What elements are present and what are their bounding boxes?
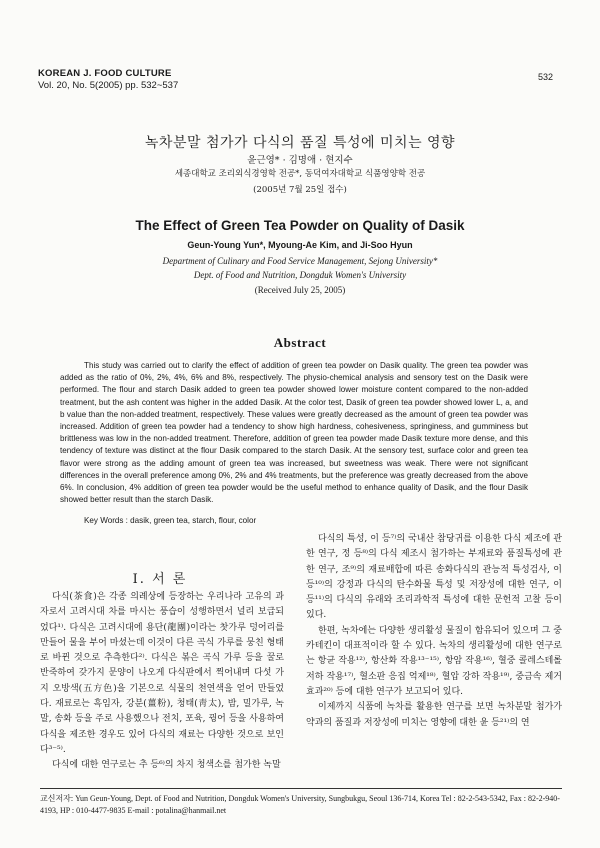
- paragraph: 한편, 녹차에는 다양한 생리활성 물질이 함유되어 있으며 그 중 카테킨이 대표적이라 할 수 있다. 녹차의 생리활성에 대한 연구로는 항균 작용¹²⁾, 항산화 작용¹³⁻¹⁵⁾, 항암 작용¹⁶⁾, 혈중 콜레스테롤 저하 작용¹⁷⁾, 혈소판 응집 억제¹⁸⁾, 혈압 강하 작용¹⁹⁾, 중금속 제거 효과²⁰⁾ 등에 대한 연구가 보고되어 있다.: [306, 625, 562, 697]
- keywords: Key Words : dasik, green tea, starch, flour, color: [84, 516, 257, 525]
- english-affiliation-2: Dept. of Food and Nutrition, Dongduk Women's University: [193, 270, 407, 280]
- korean-affiliation: 세종대학교 조리외식경영학 전공*, 동덕여자대학교 식품영양학 전공: [174, 169, 426, 179]
- journal-name: KOREAN J. FOOD CULTURE: [38, 68, 172, 79]
- paragraph: 다식에 대한 연구로는 추 등⁶⁾의 차지 청색소를 첨가한 녹말: [52, 760, 281, 771]
- body-column-left: [40, 590, 284, 774]
- english-affiliation-1: Department of Culinary and Food Service Management, Sejong University*: [162, 256, 438, 266]
- paragraph: 다식(茶食)은 각종 의례상에 등장하는 우리나라 고유의 과자로서 고려시대 차를 마시는 풍습이 성행하면서 널리 보급되었다¹⁾. 다식은 고려시대에 용단(龍團)이라는 찻가루 덩어리를 만들어 물을 부어 마셨는데 이것이 다른 곡식 가루를 뭉친 형태로 바뀐 것으로 추측한다²⁾. 다식은 볶은 곡식 가루 등을 꿀로 반죽하여 갖가지 문양이 나오게 다식판에서 찍어내며 다섯 가지 오방색(五方色)을 기본으로 식물의 천연색을 얻어 만들었다. 재료로는 흑임자, 강분(薑粉), 청태(靑太), 밤, 밀가루, 녹말, 송화 등을 주로 사용했으나 전치, 포육, 꿩어 등을 사용하여 다식을 제조한 경우도 있어 다식의 재료는 다양한 것으로 보인다³⁻⁵⁾.: [40, 592, 284, 755]
- english-title: The Effect of Green Tea Powder on Quality of Dasik: [135, 218, 465, 233]
- body-column-right: [306, 532, 562, 731]
- english-received-date: (Received July 25, 2005): [254, 285, 346, 295]
- english-authors: Geun-Young Yun*, Myoung-Ae Kim, and Ji-Soo Hyun: [187, 240, 413, 250]
- page-number: 532: [538, 72, 554, 82]
- korean-received-date: (2005년 7월 25일 접수): [253, 185, 347, 195]
- section-heading-introduction: I. 서 론: [132, 572, 188, 587]
- korean-authors: 윤근영* · 김명애 · 현지수: [247, 155, 353, 166]
- paragraph: 다식의 특성, 이 등⁷⁾의 국내산 참당귀를 이용한 다식 제조에 관한 연구, 정 등⁸⁾의 다식 제조시 첨가하는 부재료와 품질특성에 관한 연구, 조⁹⁾의 재료배합에 따른 송화다식의 관능적 특성검사, 이 등¹⁰⁾의 강정과 다식의 탄수화물 특성 및 저장성에 대한 연구, 이 등¹¹⁾의 다식의 유래와 조리과학적 특성에 대한 문헌적 고찰 등이 있다.: [306, 534, 562, 621]
- footnote-divider: [40, 788, 562, 789]
- abstract-heading: Abstract: [273, 335, 327, 350]
- corresponding-author-footnote: 교신저자: Yun Geun-Young, Dept. of Food and Nutrition, Dongduk Women's University, Sungbukgu, Seoul 136-714, Korea Tel : 82-2-543-5342, Fax : 82-2-940-4193, HP : 010-4477-9835 E-mail : potalina@hanmail.net: [40, 794, 560, 815]
- volume-info: Vol. 20, No. 5(2005) pp. 532~537: [38, 80, 179, 91]
- korean-title: 녹차분말 첨가가 다식의 품질 특성에 미치는 영향: [144, 135, 456, 151]
- paragraph: 이제까지 식품에 녹차를 활용한 연구를 보면 녹차분말 첨가가 약과의 품질과 저장성에 미치는 영향에 대한 윤 등²¹⁾의 연: [306, 702, 562, 728]
- abstract-text: This study was carried out to clarify the effect of addition of green tea powder on Dasik quality. The green tea powder was added as the ratio of 0%, 2%, 4%, 6% and 8%, respectively. The physio-chemical analysis and sensory test on the Dasik were performed. The flour and starch Dasik added to green tea powder showed lower moisture content compared to the non-added treatment, but the ash content was higher in the added Dasik. At the color test, Dasik of green tea powder showed lower L, a, and b value than the non-added treatment, respectively. These values were greatly decreased as the amount of green tea powder was increased. Addition of green tea powder had a tendency to show high hardness, cohesiveness, springiness, and gumminess but brittleness was low in the non-added treatment. Therefore, addition of green tea powder made Dasik texture more dense, and this tendency of texture was distinct at the flour Dasik compared to the starch Dasik. At the sensory test, surface color and green tea flavor were strong as the adding amount of green tea was increased, but sweetness was weak. There were not significant differences in the overall preference among 0%, 2% and 4% treatments, but the preference was greatly decreased from the above 6%. In conclusion, 4% addition of green tea powder would be the useful method to enhance quality of Dasik, and the flour Dasik showed better result than the starch Dasik.: [60, 361, 528, 505]
